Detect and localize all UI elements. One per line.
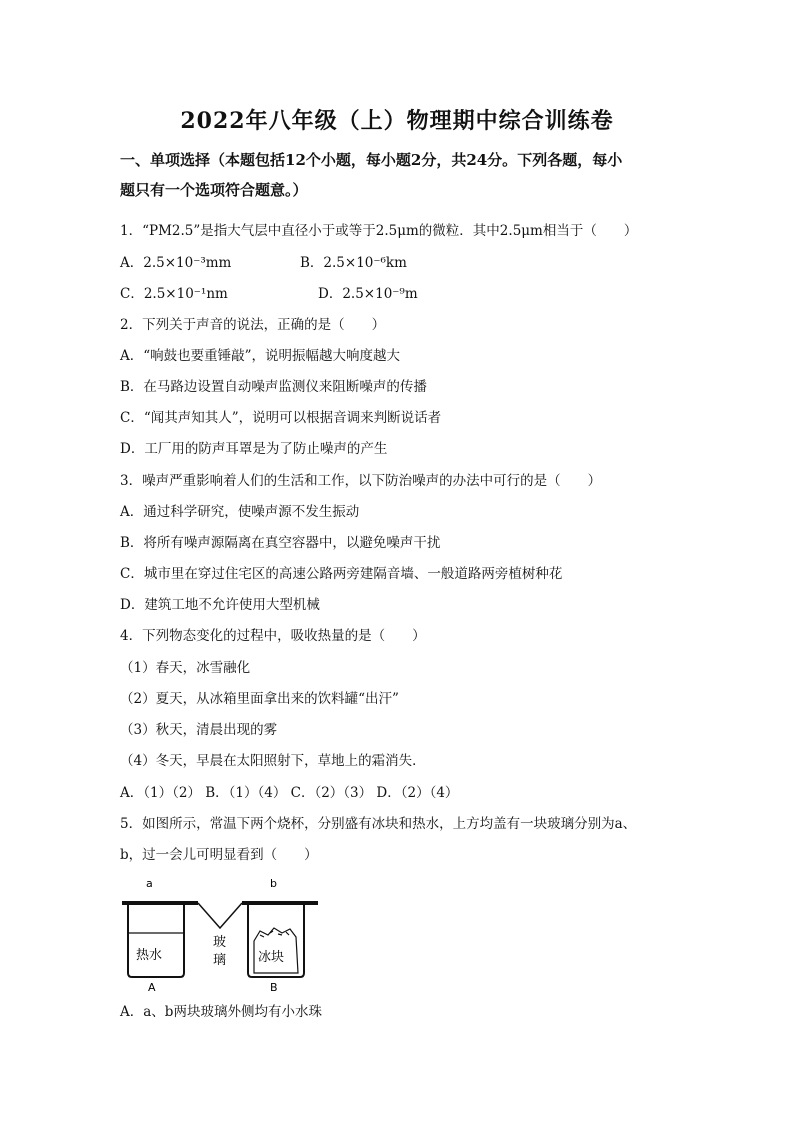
question-2-stem: 2．下列关于声音的说法，正确的是（ ） [120,317,386,333]
question-3-option-a: A．通过科学研究，使噪声源不发生振动 [120,504,360,520]
question-4-item-2: （2）夏天，从冰箱里面拿出来的饮料罐“出汗” [120,691,399,707]
question-3-option-b: B．将所有噪声源隔离在真空容器中，以避免噪声干扰 [120,535,441,551]
question-4-options: A．（1）（2） B．（1）（4） C．（2）（3） D．（2）（4） [120,785,459,801]
question-2-option-d: D．工厂用的防声耳罩是为了防止噪声的产生 [120,441,388,457]
question-3-stem: 3．噪声严重影响着人们的生活和工作，以下防治噪声的办法中可行的是（ ） [120,473,602,489]
label-b: b [270,877,277,890]
question-5-stem-line-1: 5．如图所示，常温下两个烧杯，分别盛有冰块和热水，上方均盖有一块玻璃分别为a、 [120,816,637,832]
question-2-option-c: C．“闻其声知其人”，说明可以根据音调来判断说话者 [120,410,442,426]
question-4-item-1: （1）春天，冰雪融化 [120,660,251,676]
question-1-option-a: A．2.5×10⁻³mm [120,255,232,271]
label-a: a [146,877,153,890]
question-4-item-3: （3）秋天，清晨出现的雾 [120,722,278,738]
page-title: 2022年八年级（上）物理期中综合训练卷 [180,108,614,134]
question-1-stem: 1．“PM2.5”是指大气层中直径小于或等于2.5μm的微粒．其中2.5μm相当于（ ） [120,223,638,239]
question-4-item-4: （4）冬天，早晨在太阳照射下，草地上的霜消失． [120,753,426,769]
question-3-option-d: D．建筑工地不允许使用大型机械 [120,597,320,613]
question-3-option-c: C．城市里在穿过住宅区的高速公路两旁建隔音墙、一般道路两旁植树种花 [120,566,563,582]
question-4-stem: 4．下列物态变化的过程中，吸收热量的是（ ） [120,628,426,644]
question-2-option-a: A．“响鼓也要重锤敲”，说明振幅越大响度越大 [120,348,401,364]
beaker-a [128,905,184,977]
glass-label-1: 玻 [213,935,227,950]
connector-line [198,903,242,928]
section-heading-line-2: 题只有一个选项符合题意。） [120,181,308,199]
question-1-option-b: B．2.5×10⁻⁶km [300,255,407,271]
beaker-a-label: A [148,981,156,993]
question-5-stem-line-2: b，过一会儿可明显看到（ ） [120,847,318,863]
question-1-option-d: D．2.5×10⁻⁹m [318,286,418,302]
beaker-b [248,905,304,977]
beaker-figure [120,873,320,993]
question-5-option-a: A．a、b两块玻璃外侧均有小水珠 [120,1004,322,1020]
glass-label-2: 璃 [213,953,227,968]
beaker-b-label: B [270,981,278,993]
question-1-option-c: C．2.5×10⁻¹nm [120,286,228,302]
hot-water-label: 热水 [136,948,163,963]
section-heading-line-1: 一、单项选择（本题包括12个小题，每小题2分，共24分。下列各题，每小 [120,151,623,169]
question-2-option-b: B．在马路边设置自动噪声监测仪来阻断噪声的传播 [120,379,427,395]
ice-label: 冰块 [258,950,285,965]
